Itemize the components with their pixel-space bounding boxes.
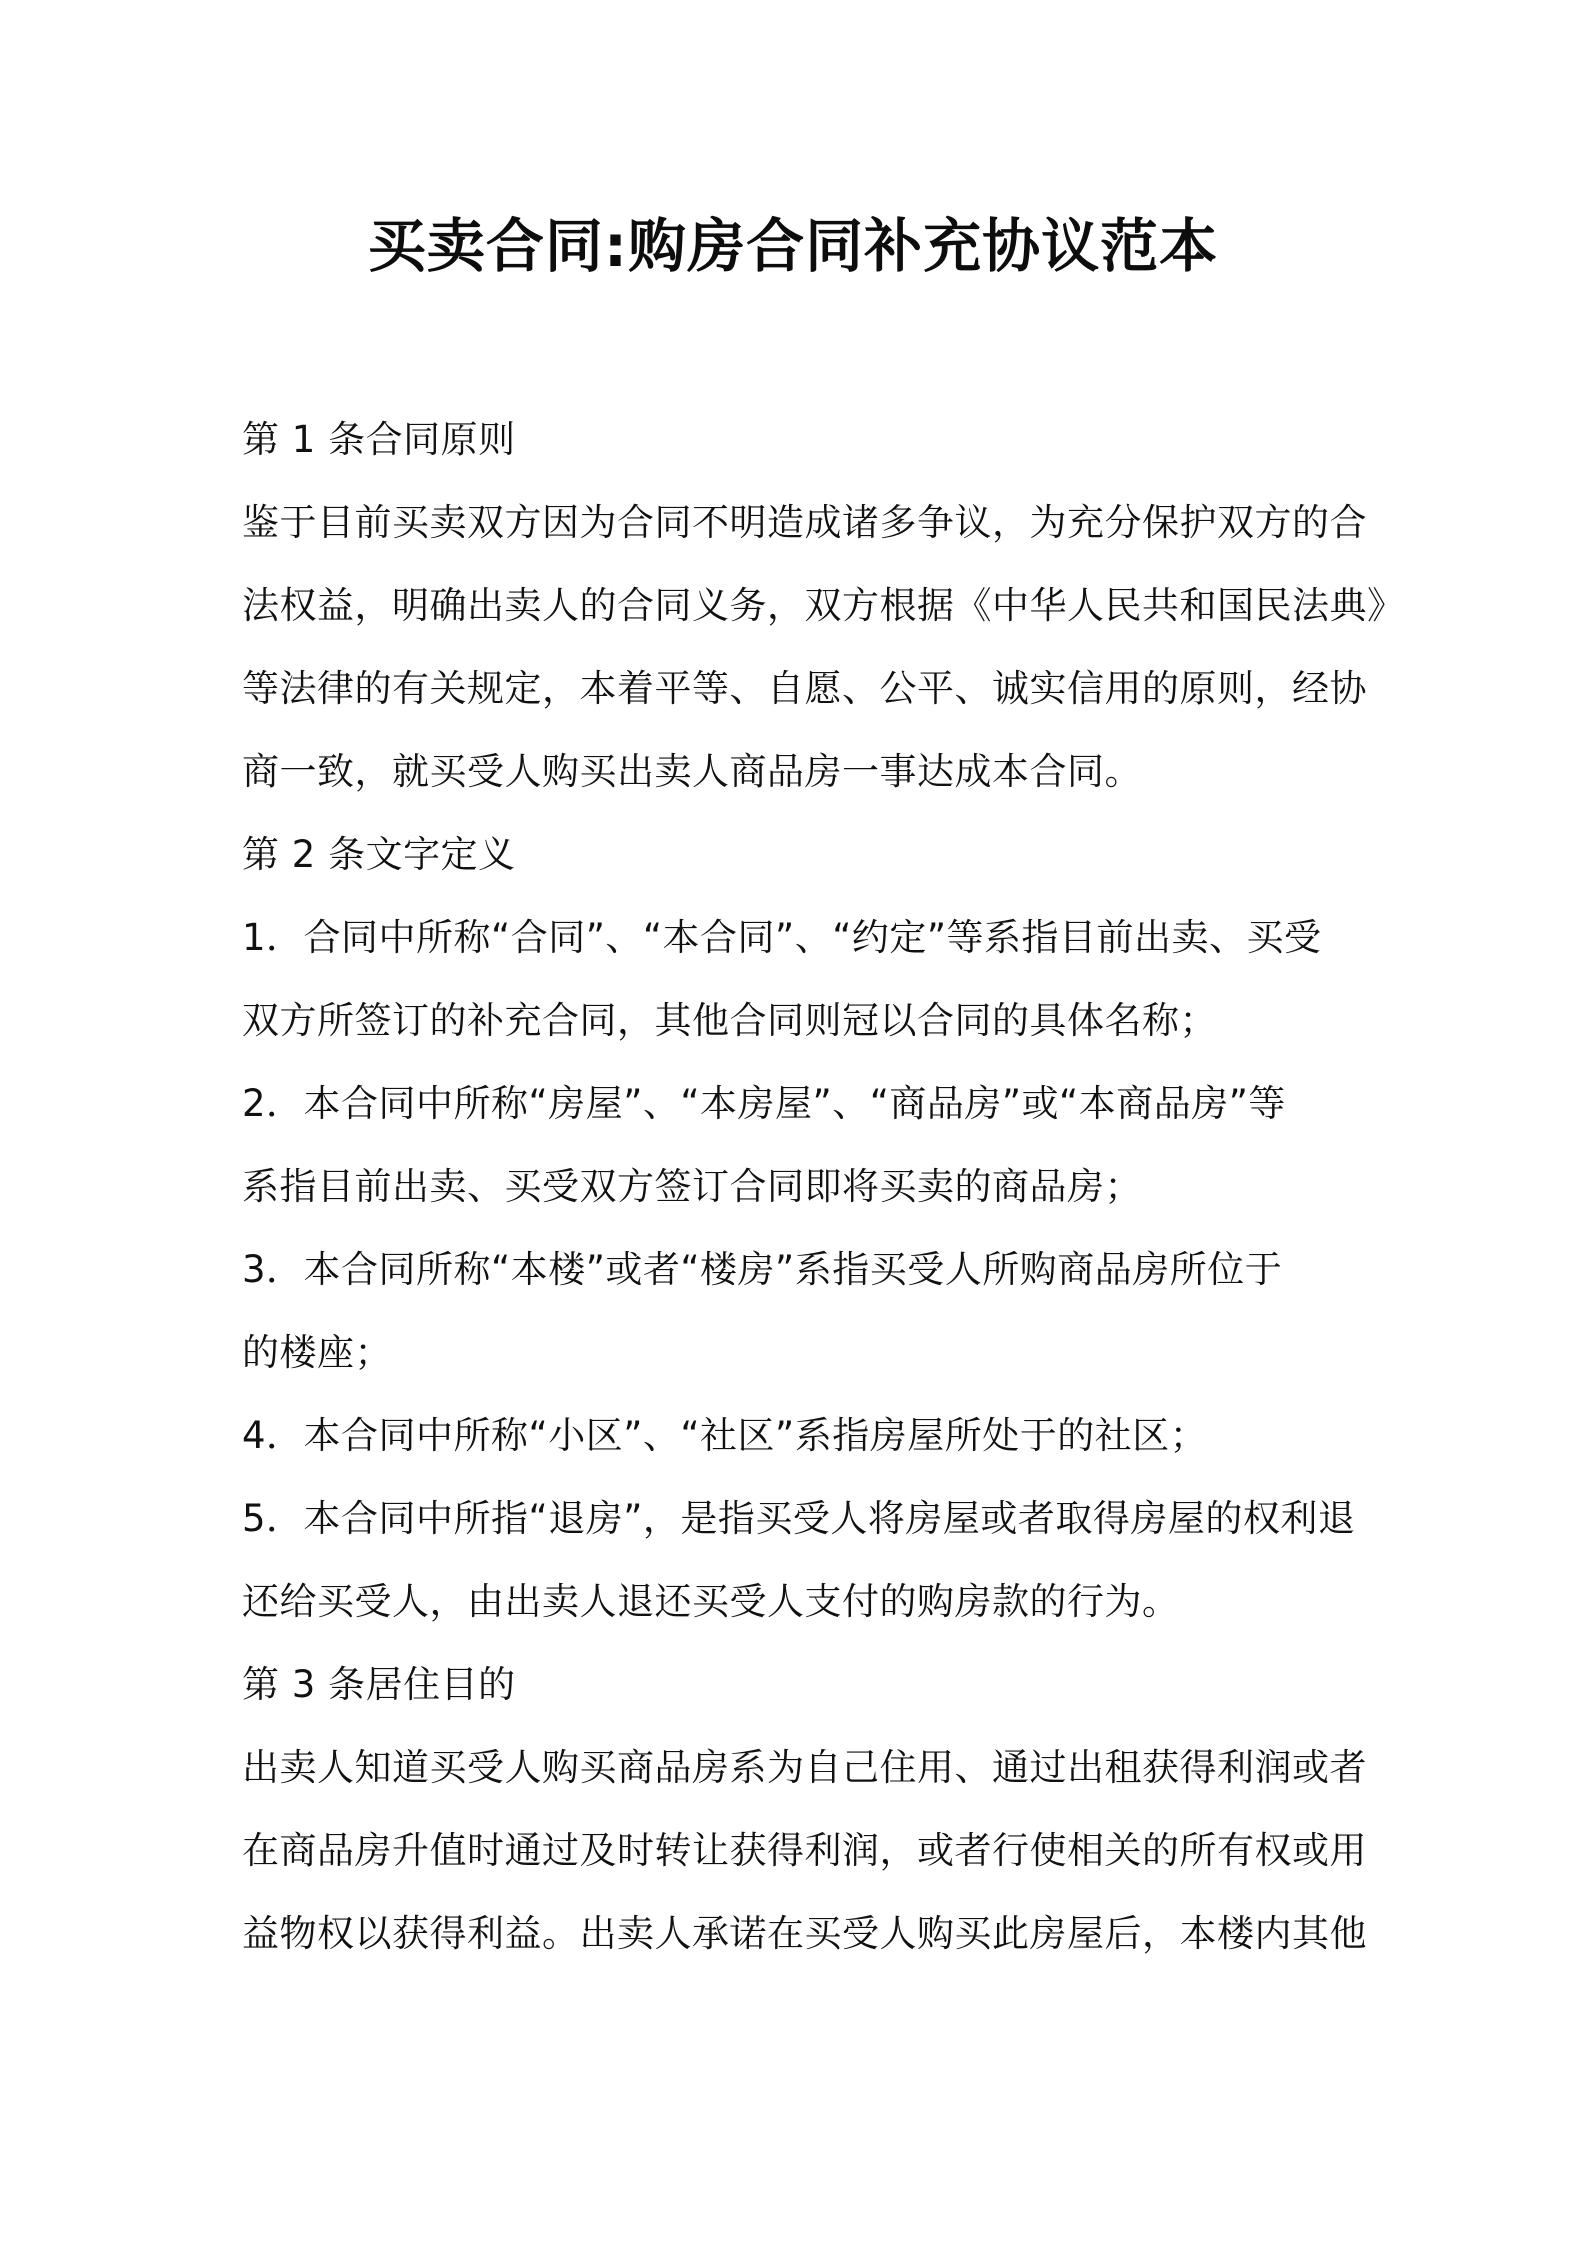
paragraph-line: 2．本合同中所称“房屋”、“本房屋”、“商品房”或“本商品房”等 bbox=[242, 1082, 1286, 1125]
article-3-heading: 第 3 条居住目的 bbox=[242, 1663, 516, 1706]
paragraph-line: 等法律的有关规定，本着平等、自愿、公平、诚实信用的原则，经协 bbox=[242, 667, 1367, 710]
paragraph-line: 益物权以获得利益。出卖人承诺在买受人购买此房屋后，本楼内其他 bbox=[242, 1912, 1367, 1955]
article-1-heading: 第 1 条合同原则 bbox=[242, 418, 516, 461]
paragraph-line: 的楼座； bbox=[242, 1331, 392, 1374]
paragraph-line: 1．合同中所称“合同”、“本合同”、“约定”等系指目前出卖、买受 bbox=[242, 916, 1322, 959]
document-body bbox=[242, 398, 1405, 1975]
paragraph-line: 法权益，明确出卖人的合同义务，双方根据《中华人民共和国民法典》 bbox=[242, 584, 1405, 627]
paragraph-line: 商一致，就买受人购买出卖人商品房一事达成本合同。 bbox=[242, 750, 1142, 793]
paragraph-line: 在商品房升值时通过及时转让获得利润，或者行使相关的所有权或用 bbox=[242, 1829, 1367, 1872]
paragraph-line: 5．本合同中所指“退房”，是指买受人将房屋或者取得房屋的权利退 bbox=[242, 1497, 1356, 1540]
paragraph-line: 还给买受人，由出卖人退还买受人支付的购房款的行为。 bbox=[242, 1580, 1180, 1623]
paragraph-line: 鉴于目前买卖双方因为合同不明造成诸多争议，为充分保护双方的合 bbox=[242, 501, 1367, 544]
paragraph-line: 4．本合同中所称“小区”、“社区”系指房屋所处于的社区； bbox=[242, 1414, 1208, 1457]
paragraph-line: 出卖人知道买受人购买商品房系为自己住用、通过出租获得利润或者 bbox=[242, 1746, 1367, 1789]
paragraph-line: 系指目前出卖、买受双方签订合同即将买卖的商品房； bbox=[242, 1165, 1142, 1208]
paragraph-line: 双方所签订的补充合同，其他合同则冠以合同的具体名称； bbox=[242, 999, 1217, 1042]
paragraph-line: 3．本合同所称“本楼”或者“楼房”系指买受人所购商品房所位于 bbox=[242, 1248, 1283, 1291]
document-title: 买卖合同:购房合同补充协议范本 bbox=[367, 212, 1219, 280]
article-2-heading: 第 2 条文字定义 bbox=[242, 833, 516, 876]
